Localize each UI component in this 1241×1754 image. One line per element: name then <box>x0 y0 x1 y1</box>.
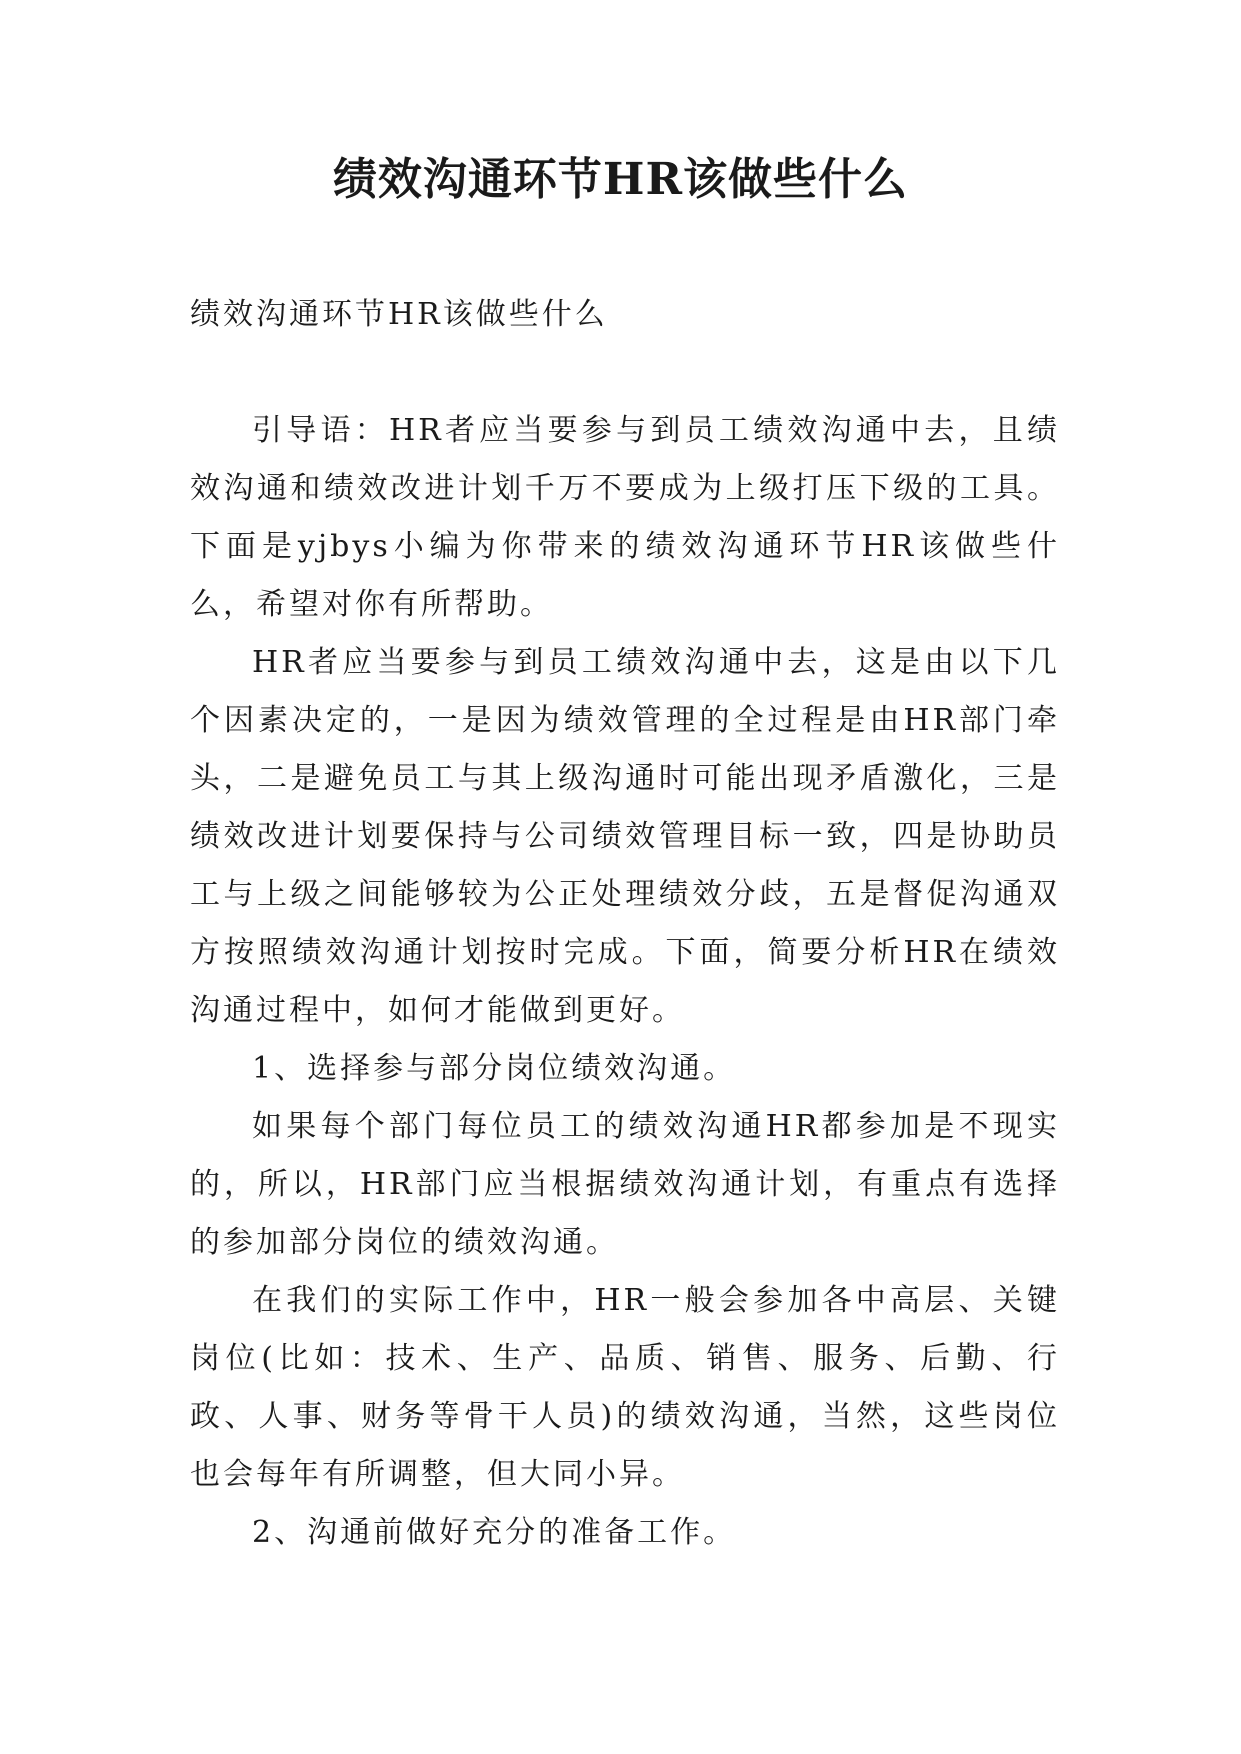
document-subtitle: 绩效沟通环节HR该做些什么 <box>190 297 608 332</box>
body-paragraph: 如果每个部门每位员工的绩效沟通HR都参加是不现实的，所以，HR部门应当根据绩效沟通计划，有重点有选择的参加部分岗位的绩效沟通。 <box>190 1109 1060 1260</box>
section-heading: 2、沟通前做好充分的准备工作。 <box>252 1515 737 1550</box>
body-paragraph: HR者应当要参与到员工绩效沟通中去，这是由以下几个因素决定的，一是因为绩效管理的全过程是由HR部门牵头，二是避免员工与其上级沟通时可能出现矛盾激化，三是绩效改进计划要保持与公司绩效管理目标一致，四是协助员工与上级之间能够较为公正处理绩效分歧，五是督促沟通双方按照绩效沟通计划按时完成。下面，简要分析HR在绩效沟通过程中，如何才能做到更好。 <box>190 645 1060 1028</box>
document-body <box>190 286 1060 1562</box>
body-paragraph: 在我们的实际工作中，HR一般会参加各中高层、关键岗位(比如：技术、生产、品质、销售、服务、后勤、行政、人事、财务等骨干人员)的绩效沟通，当然，这些岗位也会每年有所调整，但大同小异。 <box>190 1283 1060 1492</box>
section-heading: 1、选择参与部分岗位绩效沟通。 <box>252 1051 737 1086</box>
document-title: 绩效沟通环节HR该做些什么 <box>332 154 909 205</box>
intro-paragraph: 引导语：HR者应当要参与到员工绩效沟通中去，且绩效沟通和绩效改进计划千万不要成为上级打压下级的工具。下面是yjbys小编为你带来的绩效沟通环节HR该做些什么，希望对你有所帮助。 <box>190 413 1060 622</box>
